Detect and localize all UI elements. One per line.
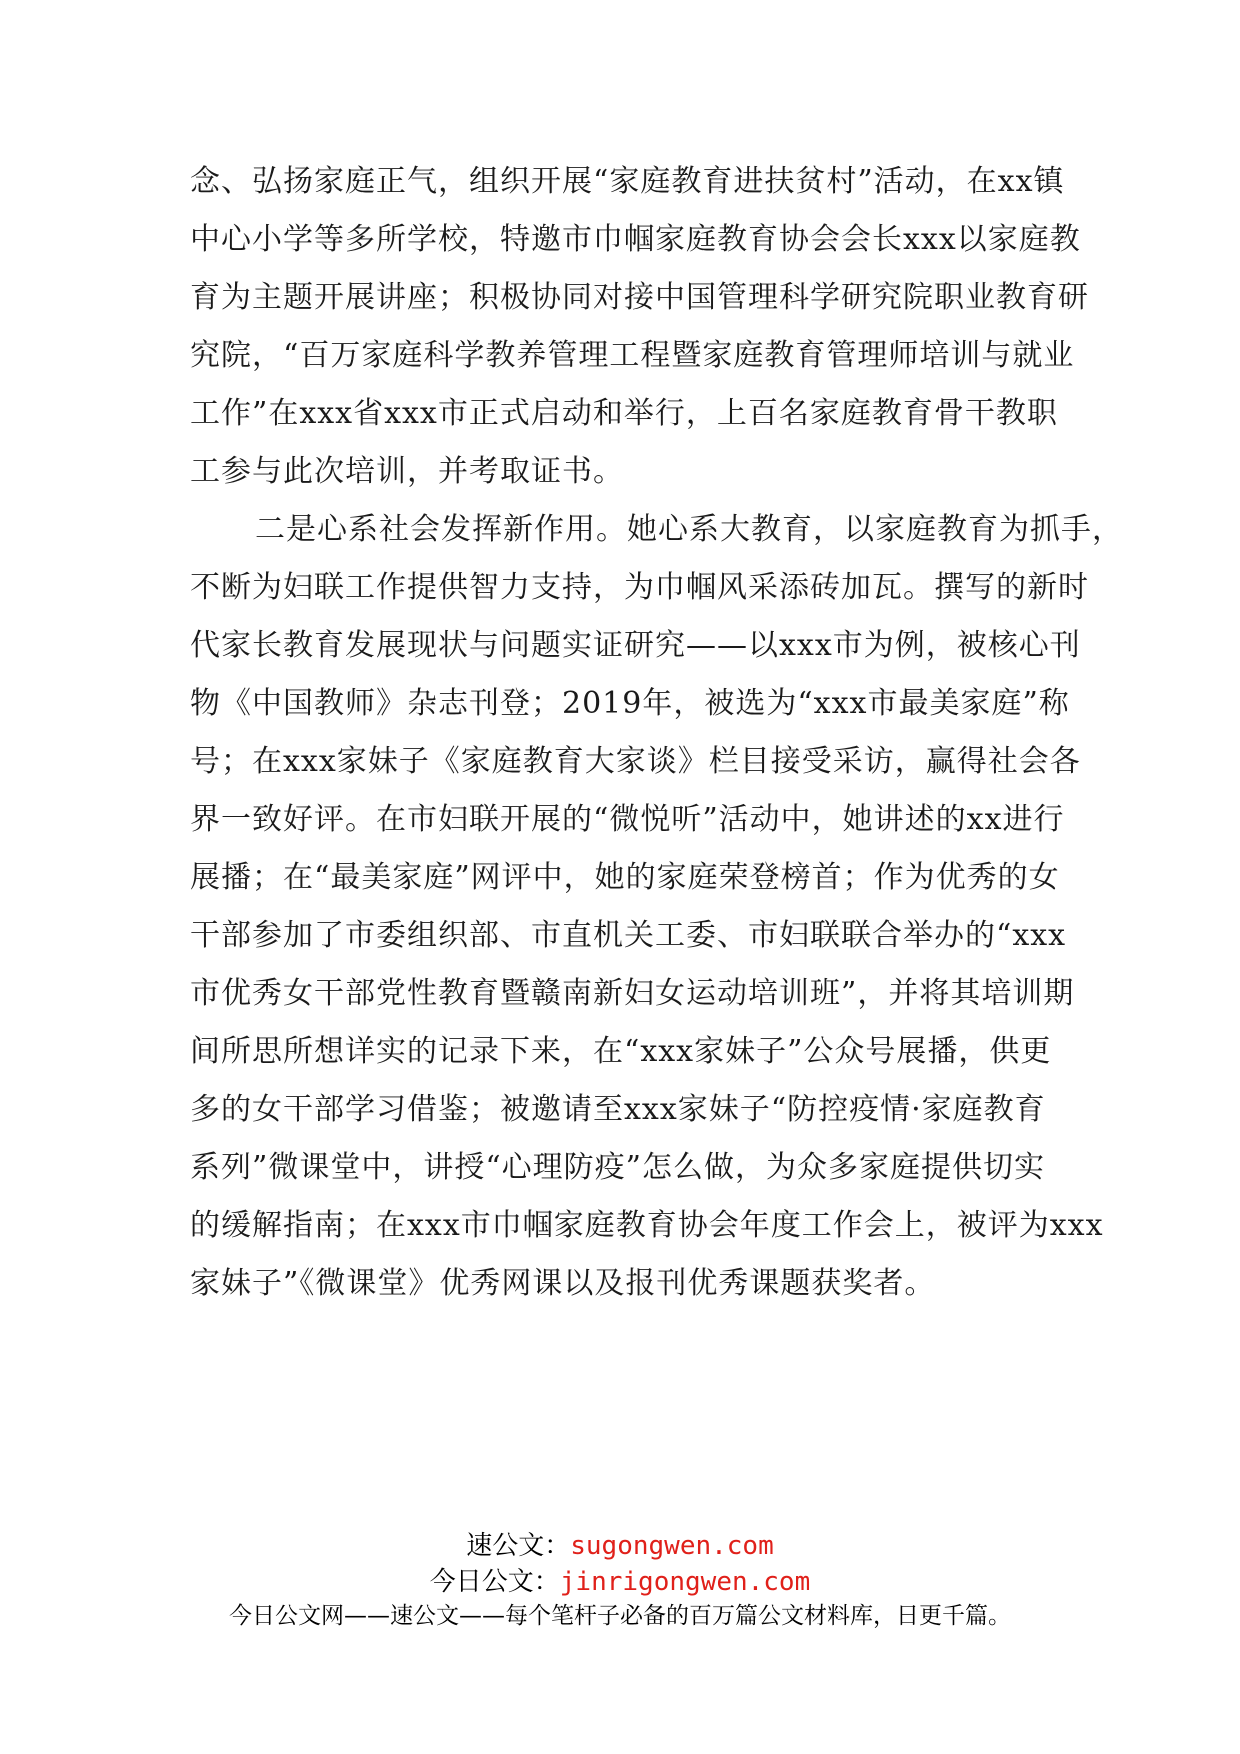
body-text-line: 念、弘扬家庭正气，组织开展“家庭教育进扶贫村”活动，在xx镇 [190, 164, 1065, 199]
body-text-line: 家妹子”《微课堂》优秀网课以及报刊优秀课题获奖者。 [190, 1266, 936, 1301]
body-text-line: 育为主题开展讲座；积极协同对接中国管理科学研究院职业教育研 [190, 280, 1089, 315]
body-text-line: 工作”在xxx省xxx市正式启动和举行，上百名家庭教育骨干教职 [190, 396, 1058, 431]
body-text-line: 干部参加了市委组织部、市直机关工委、市妇联联合举办的“xxx [190, 918, 1067, 953]
body-text-line: 多的女干部学习借鉴；被邀请至xxx家妹子“防控疫情·家庭教育 [190, 1092, 1046, 1127]
body-text-line: 中心小学等多所学校，特邀市巾帼家庭教育协会会长xxx以家庭教 [190, 222, 1081, 257]
body-text-line: 物《中国教师》杂志刊登；2019年，被选为“xxx市最美家庭”称 [190, 686, 1070, 721]
footer-label-sugongwen: 速公文： [466, 1531, 571, 1561]
jinrigongwen-link[interactable]: jinrigongwen.com [559, 1567, 811, 1597]
paragraph-start-line: 二是心系社会发挥新作用。她心系大教育，以家庭教育为抓手， [255, 512, 1123, 547]
body-text-line: 工参与此次培训，并考取证书。 [190, 454, 624, 489]
body-text-line: 展播；在“最美家庭”网评中，她的家庭荣登榜首；作为优秀的女 [190, 860, 1060, 895]
body-text-line: 究院，“百万家庭科学教养管理工程暨家庭教育管理师培训与就业 [190, 338, 1075, 373]
body-text-line: 系列”微课堂中，讲授“心理防疫”怎么做，为众多家庭提供切实 [190, 1150, 1046, 1185]
footer-tagline: 今日公文网——速公文——每个笔杆子必备的百万篇公文材料库，日更千篇。 [229, 1603, 1011, 1629]
body-text-line: 间所思所想详实的记录下来，在“xxx家妹子”公众号展播，供更 [190, 1034, 1052, 1069]
body-text-line: 界一致好评。在市妇联开展的“微悦听”活动中，她讲述的xx进行 [190, 802, 1065, 837]
body-text-line: 代家长教育发展现状与问题实证研究——以xxx市为例，被核心刊 [190, 628, 1081, 663]
footer-label-jinrigongwen: 今日公文： [429, 1567, 560, 1597]
body-text-line: 号；在xxx家妹子《家庭教育大家谈》栏目接受采访，赢得社会各 [190, 744, 1081, 779]
footer-line-sugongwen [0, 1528, 1240, 1564]
body-text-line: 的缓解指南；在xxx市巾帼家庭教育协会年度工作会上，被评为xxx [190, 1208, 1104, 1243]
footer-watermark [0, 1528, 1240, 1632]
footer-line-jinrigongwen [0, 1564, 1240, 1600]
body-text-line: 不断为妇联工作提供智力支持，为巾帼风采添砖加瓦。撰写的新时 [190, 570, 1089, 605]
body-text-line: 市优秀女干部党性教育暨赣南新妇女运动培训班”，并将其培训期 [190, 976, 1075, 1011]
sugongwen-link[interactable]: sugongwen.com [570, 1531, 774, 1561]
